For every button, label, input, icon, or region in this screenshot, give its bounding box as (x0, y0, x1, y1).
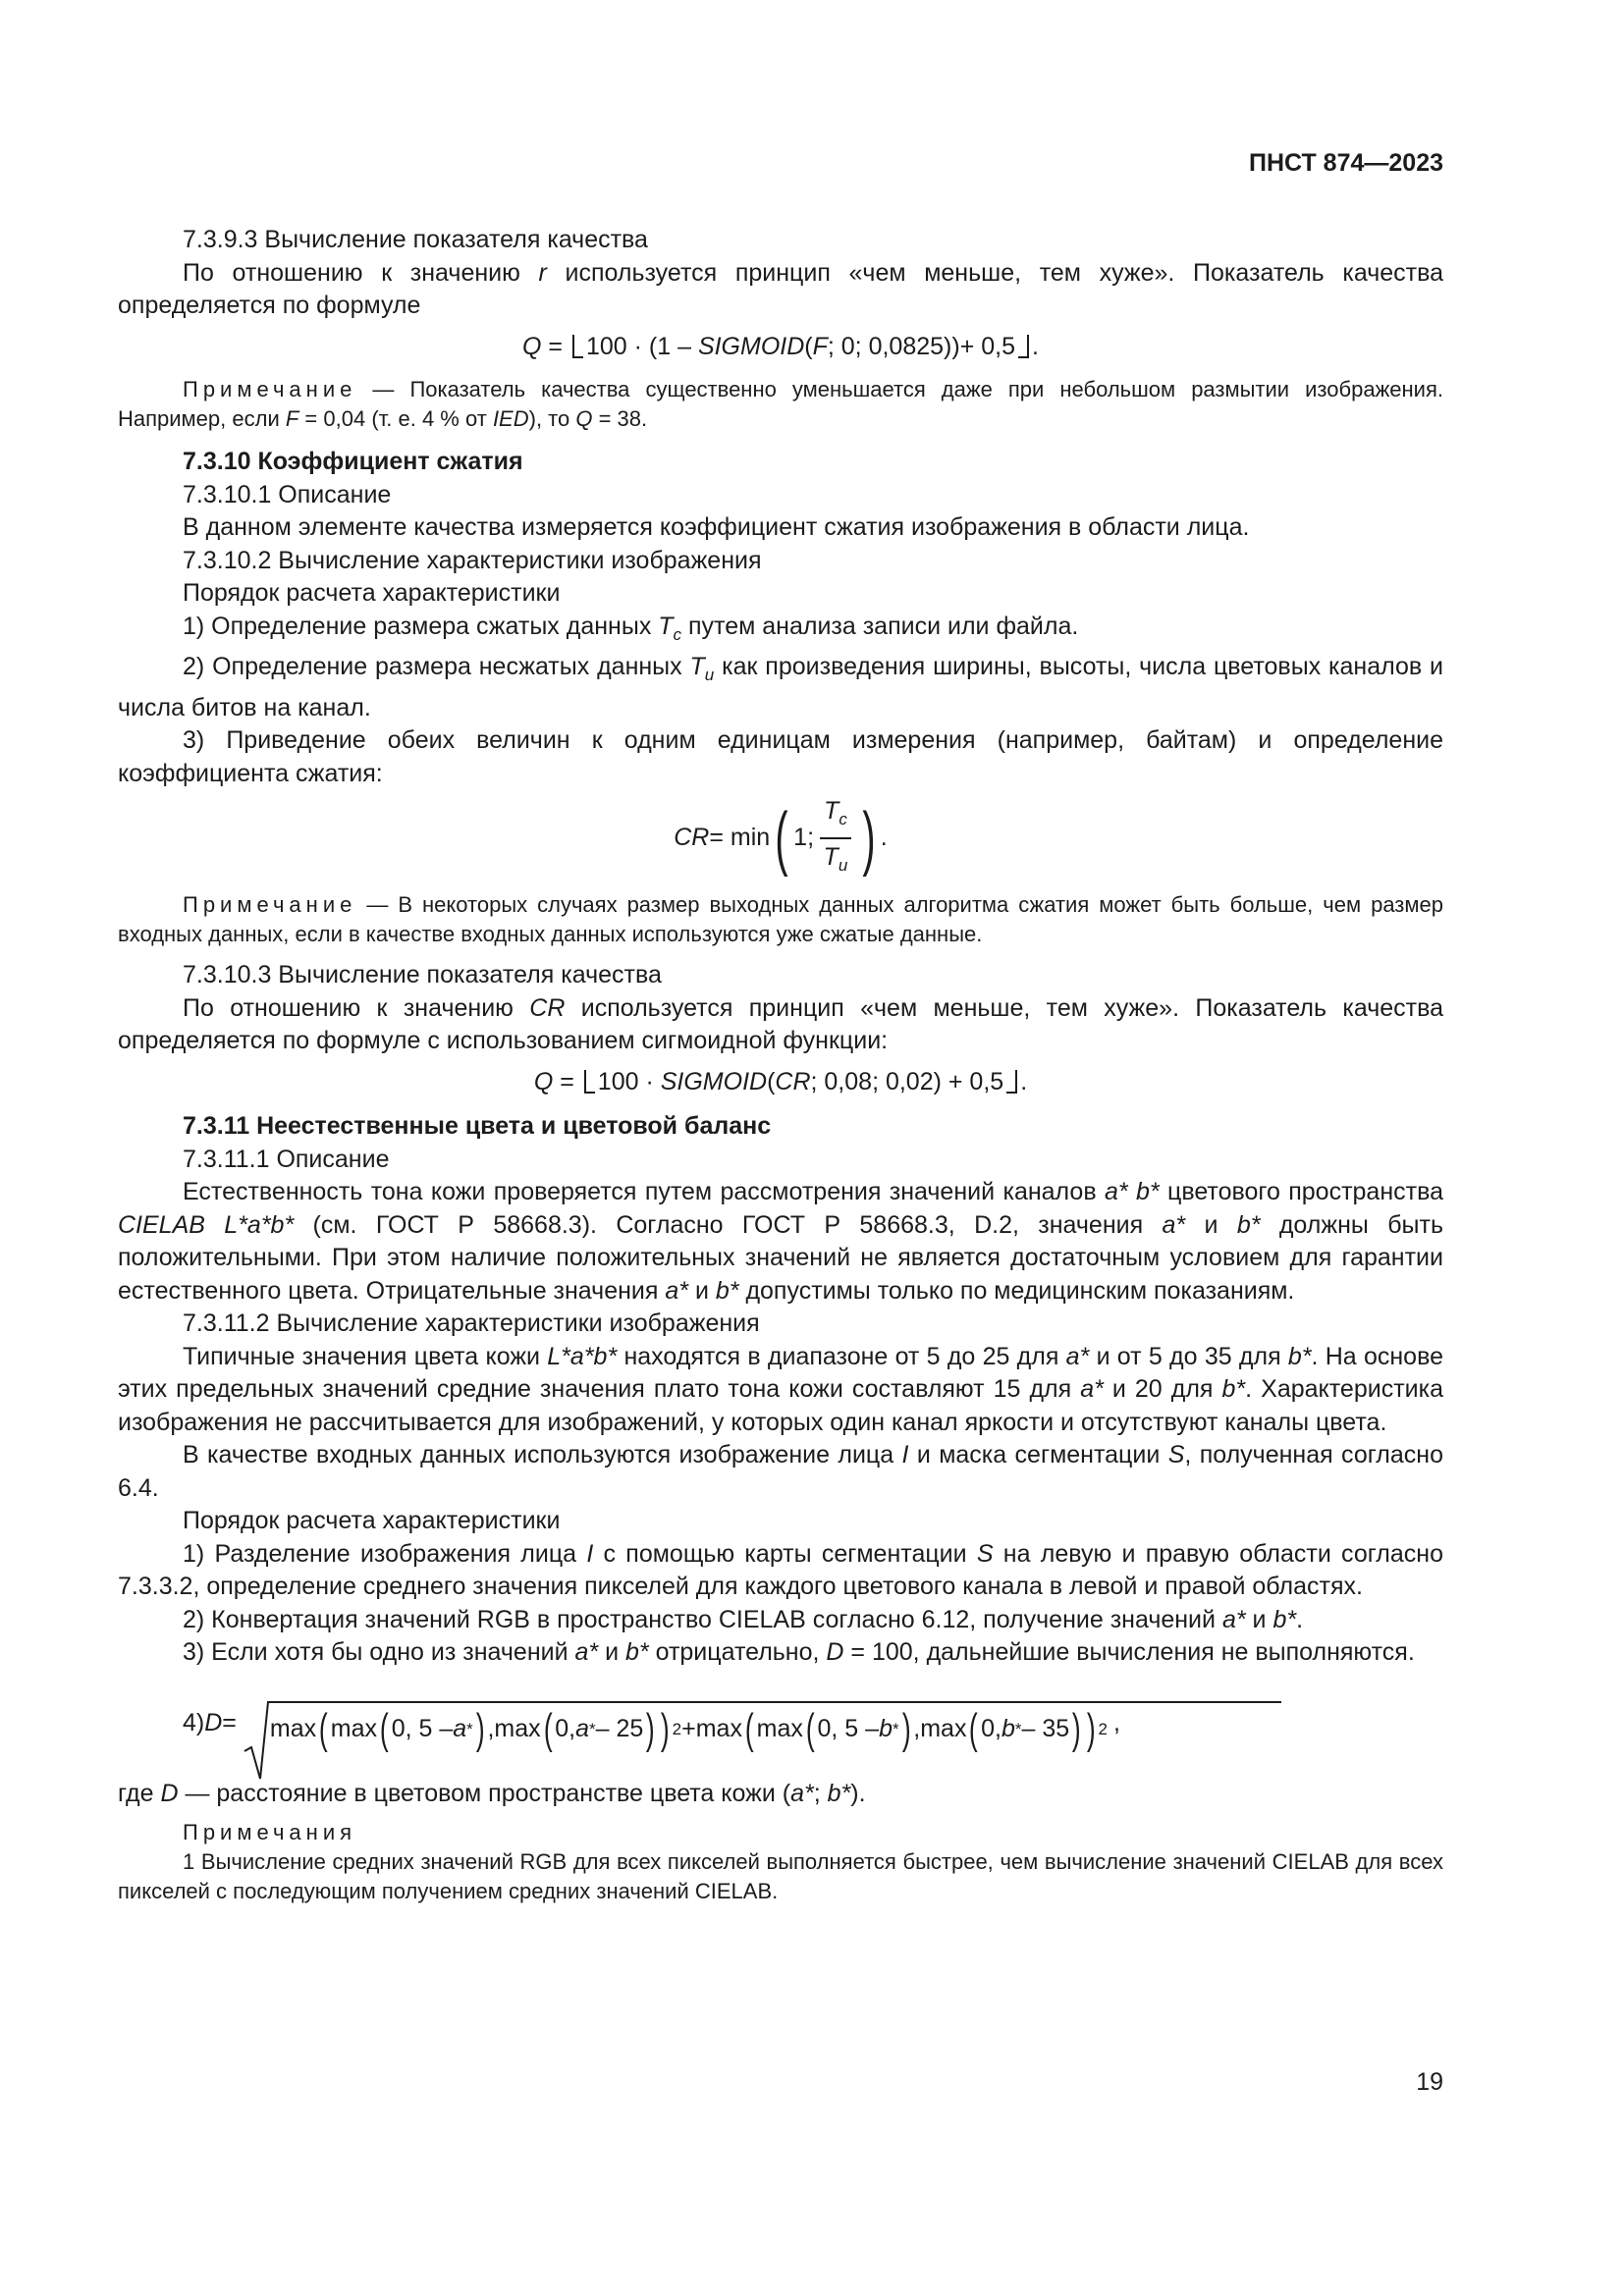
notes-heading: Примечания (183, 1820, 357, 1844)
floor-left-bracket (584, 1070, 595, 1094)
subsection-title-73103: 7.3.10.3 Вычисление показателя качества (183, 961, 662, 988)
list-item-7311-step3: 3) Если хотя бы одно из значений a* и b* отрицательно, D = 100, дальнейшие вычисления не выполняются. (183, 1638, 1415, 1666)
list-item-7310-step2: 2) Определение размера несжатых данных $T_u$ как произведения ширины, высоты, числа цветовых каналов и числа битов на канал. (118, 653, 1444, 721)
subsection-title-7393: 7.3.9.3 Вычисление показателя качества (183, 226, 648, 253)
note-1: 1 Вычисление средних значений RGB для всех пикселей выполняется быстрее, чем вычисление значений CIELAB для всех пикселей с последующим получением средних значений CIELAB. (118, 1849, 1443, 1903)
document-id-header: ПНСТ 874—2023 (1249, 149, 1443, 177)
subsection-title-73102: 7.3.10.2 Вычисление характеристики изображения (183, 546, 762, 574)
section-heading-7311: 7.3.11 Неестественные цвета и цветовой баланс (183, 1112, 772, 1140)
paren-right: ) (862, 799, 876, 878)
note-7310: Примечание — В некоторых случаях размер выходных данных алгоритма сжатия может быть больше, чем размер входных данных, если в качестве входных данных используются уже сжатые данные. (118, 892, 1443, 946)
subsection-title-73111: 7.3.11.1 Описание (183, 1145, 390, 1173)
paragraph-where-d: где D — расстояние в цветовом пространстве цвета кожи (a*; b*). (118, 1779, 866, 1807)
section-heading-7310: 7.3.10 Коэффициент сжатия (183, 448, 523, 475)
formula-quality-sigmoid-f: Q = 100 · (1 – SIGMOID(F; 0; 0,0825))+ 0,5 . (522, 332, 1039, 360)
formula-skin-distance: 4) D = max ( max ( 0, 5 – a * ) , max ( 0, a * – 25 ) ) 2 + max ( max ( 0, 5 – b * ) , max ( 0, b * – 35 ) ) 2 , (118, 1670, 1443, 1778)
page-number: 19 (1416, 2068, 1443, 2096)
floor-left-bracket (572, 335, 583, 358)
paragraph-73112-order: Порядок расчета характеристики (183, 1507, 561, 1534)
paragraph-73112-input: В качестве входных данных используются изображение лица I и маска сегментации S, полученная согласно 6.4. (118, 1441, 1443, 1502)
list-item-7311-step1: 1) Разделение изображения лица I с помощью карты сегментации S на левую и правую области согласно 7.3.3.2, определение среднего значения пикселей для каждого цветового канала в левой и правой областях. (118, 1539, 1444, 1600)
sqrt-sign (243, 1696, 1283, 1785)
paragraph-7393: По отношению к значению r используется принцип «чем меньше, тем хуже». Показатель качества определяется по формуле (118, 258, 1443, 319)
list-item-7310-step1: 1) Определение размера сжатых данных $T_c$ путем анализа записи или файла. (183, 612, 1079, 644)
formula-quality-sigmoid-cr: Q = 100 · SIGMOID(CR; 0,08; 0,02) + 0,5 . (533, 1067, 1028, 1095)
paragraph-7310-order: Порядок расчета характеристики (183, 579, 561, 607)
paragraph-73103: По отношению к значению CR используется принцип «чем меньше, тем хуже». Показатель качества определяется по формуле с использованием сигмоидной функции: (118, 993, 1443, 1054)
page-content (118, 224, 1443, 1906)
note-7393: Примечание — Показатель качества существенно уменьшается даже при небольшом размытии изображения. Например, если F = 0,04 (т. е. 4 % от IED), то Q = 38. (118, 377, 1443, 431)
subsection-title-73101: 7.3.10.1 Описание (183, 480, 392, 508)
subsection-title-73112: 7.3.11.2 Вычисление характеристики изображения (183, 1309, 760, 1337)
paragraph-7310-desc: В данном элементе качества измеряется коэффициент сжатия изображения в области лица. (183, 513, 1250, 541)
floor-right-bracket (1018, 335, 1029, 358)
fraction-tc-tu: $\frac{T_c}{T_u}$ (820, 793, 851, 883)
paragraph-73112-typical: Типичные значения цвета кожи L*a*b* находятся в диапазоне от 5 до 25 для a* и от 5 до 35 для b*. На основе этих предельных значений средние значения плато тона кожи составляют 15 для a* и 20 для b*. Характеристика изображения не рассчитывается для изображений, у которых один канал яркости и отсутствуют каналы цвета. (118, 1342, 1443, 1436)
list-item-7311-step2: 2) Конвертация значений RGB в пространство CIELAB согласно 6.12, получение значений a* и b*. (183, 1605, 1304, 1633)
formula-compression-ratio: CR = min ( 1; $\frac{T_c}{T_u}$ ) . (118, 794, 1443, 882)
paren-left: ( (775, 799, 788, 878)
list-item-7310-step3: 3) Приведение обеих величин к одним единицам измерения (например, байтам) и определение коэффициента сжатия: (118, 726, 1443, 787)
floor-right-bracket (1006, 1070, 1017, 1094)
square-root: max ( max ( 0, 5 – a * ) , max ( 0, a * – 25 ) ) 2 + max ( max ( 0, 5 – b * ) , max ( 0, b * – 35 ) ) 2 (243, 1696, 1113, 1751)
paragraph-73111: Естественность тона кожи проверяется путем рассмотрения значений каналов a* b* цветового пространства CIELAB L*a*b* (см. ГОСТ Р 58668.3). Согласно ГОСТ Р 58668.3, D.2, значения a* и b* должны быть положительными. При этом наличие положительных значений не является достаточным условием для гарантии естественного цвета. Отрицательные значения a* и b* допустимы только по медицинским показаниям. (118, 1178, 1444, 1305)
